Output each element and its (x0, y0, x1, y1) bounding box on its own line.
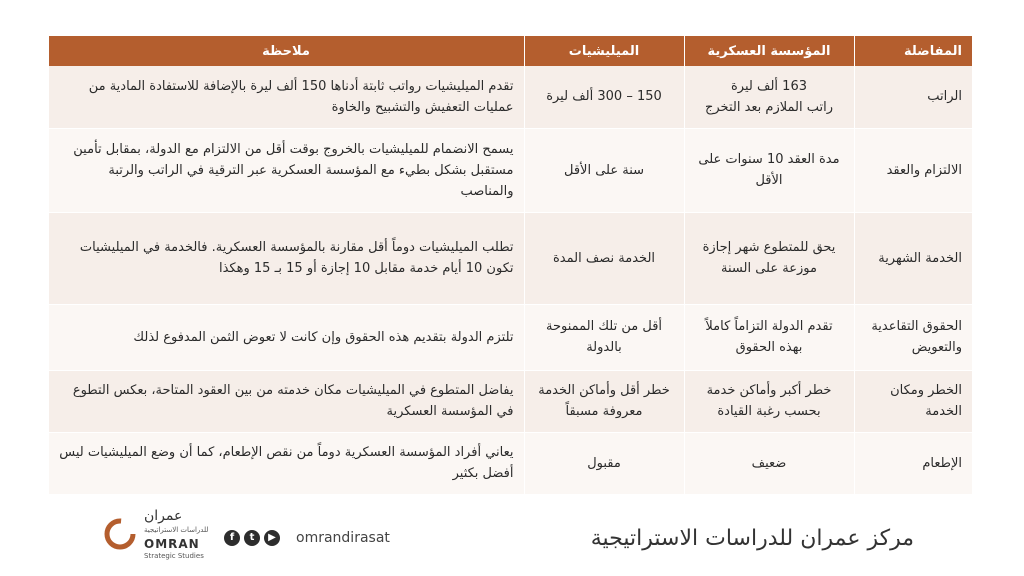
table-header-row (48, 36, 972, 66)
website-handle[interactable]: omrandirasat (296, 530, 390, 546)
cell-note: تقدم الميليشيات رواتب ثابتة أدناها 150 ألف ليرة بالإضافة للاستفادة المادية من عمليات التعفيش والتشبيح والخاوة (48, 66, 524, 128)
omran-logo (102, 506, 212, 572)
cell-note: تطلب الميليشيات دوماً أقل مقارنة بالمؤسسة العسكرية. فالخدمة في الميليشيات تكون 10 أيام خدمة مقابل 10 إجازة أو 15 بـ 15 وهكذا (48, 212, 524, 304)
cell-militias: 150 – 300 ألف ليرة (524, 66, 684, 128)
cell-criteria: الحقوق التقاعدية والتعويض (854, 304, 972, 370)
cell-note: يسمح الانضمام للميليشيات بالخروج بوقت أقل من الالتزام مع الدولة، بمقابل تأمين مستقبل بشكل بطيء مع المؤسسة العسكرية عبر الترقية في الراتب والرتبة والمناصب (48, 128, 524, 212)
header-criteria: المفاضلة (854, 36, 972, 66)
table-row (48, 66, 972, 128)
cell-institution: تقدم الدولة التزاماً كاملاً بهذه الحقوق (684, 304, 854, 370)
cell-militias: خطر أقل وأماكن الخدمة معروفة مسبقاً (524, 370, 684, 432)
cell-criteria: الخطر ومكان الخدمة (854, 370, 972, 432)
cell-note: يعاني أفراد المؤسسة العسكرية دوماً من نقص الإطعام، كما أن وضع الميليشيات ليس أفضل بكثير (48, 432, 524, 494)
comparison-table-wrapper (48, 36, 972, 495)
table-row (48, 212, 972, 304)
logo-english-sub: Strategic Studies (144, 552, 204, 560)
header-institution: المؤسسة العسكرية (684, 36, 854, 66)
table-row (48, 128, 972, 212)
table-row (48, 370, 972, 432)
cell-institution: خطر أكبر وأماكن خدمة بحسب رغبة القيادة (684, 370, 854, 432)
twitter-icon[interactable]: t (244, 530, 260, 546)
cell-militias: مقبول (524, 432, 684, 494)
facebook-icon[interactable]: f (224, 530, 240, 546)
logo-arabic-sub: للدراسات الاستراتيجية (144, 526, 209, 534)
cell-note: يفاضل المتطوع في الميليشيات مكان خدمته من بين العقود المتاحة، بعكس التطوع في المؤسسة العسكرية (48, 370, 524, 432)
logo-english: OMRAN (144, 537, 200, 551)
cell-militias: الخدمة نصف المدة (524, 212, 684, 304)
cell-institution: ضعيف (684, 432, 854, 494)
cell-militias: أقل من تلك الممنوحة بالدولة (524, 304, 684, 370)
social-icons (224, 530, 280, 546)
center-name: مركز عمران للدراسات الاستراتيجية (590, 526, 914, 551)
table-row (48, 432, 972, 494)
cell-institution: مدة العقد 10 سنوات على الأقل (684, 128, 854, 212)
header-note: ملاحظة (48, 36, 524, 66)
cell-note: تلتزم الدولة بتقديم هذه الحقوق وإن كانت لا تعوض الثمن المدفوع لذلك (48, 304, 524, 370)
cell-institution: 163 ألف ليرة راتب الملازم بعد التخرج (684, 66, 854, 128)
cell-militias: سنة على الأقل (524, 128, 684, 212)
cell-criteria: الإطعام (854, 432, 972, 494)
cell-criteria: الالتزام والعقد (854, 128, 972, 212)
cell-criteria: الخدمة الشهرية (854, 212, 972, 304)
youtube-icon[interactable]: ▶ (264, 530, 280, 546)
logo-arabic: عمران (144, 508, 183, 524)
table-row (48, 304, 972, 370)
omran-logo-icon (102, 516, 138, 552)
cell-criteria: الراتب (854, 66, 972, 128)
cell-institution: يحق للمتطوع شهر إجازة موزعة على السنة (684, 212, 854, 304)
header-militias: الميليشيات (524, 36, 684, 66)
comparison-table (48, 36, 973, 495)
footer (0, 500, 1024, 576)
